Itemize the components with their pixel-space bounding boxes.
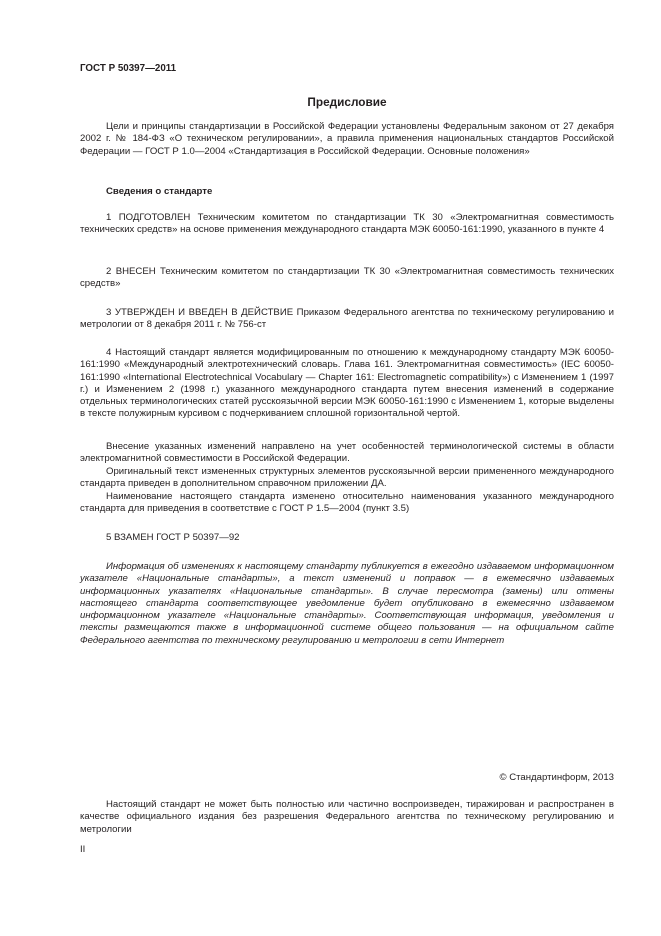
item-3: 3 УТВЕРЖДЕН И ВВЕДЕН В ДЕЙСТВИЕ Приказом Федерального агентства по техническому регулированию и метрологии от 8 декабря 2011 г. № 756-ст [80,307,614,331]
reproduction-notice: Настоящий стандарт не может быть полностью или частично воспроизведен, тиражирован и распространен в качестве официального издания без разрешения Федерального агентства по техническому регулированию и метрологии [80,799,614,835]
item-4-paragraph-3: Оригинальный текст измененных структурных элементов русскоязычной версии примененного международного стандарта приведен в дополнительном справочном приложении ДА. [80,466,614,490]
intro-paragraph: Цели и принципы стандартизации в Российской Федерации установлены Федеральным законом от 27 декабря 2002 г. № 184-ФЗ «О техническом регулировании», а правила применения национальных стандартов Российской Федерации — ГОСТ Р 1.0—2004 «Стандартизация в Российской Федерации. Основные положения» [80,121,614,157]
item-5: 5 ВЗАМЕН ГОСТ Р 50397—92 [106,532,240,543]
information-notice: Информация об изменениях к настоящему стандарту публикуется в ежегодно издаваемом информационном указателе «Национальные стандарты», а текст изменений и поправок — в ежемесячно издаваемых информационных указателях «Национальные стандарты». В случае пересмотра (замены) или отмены настоящего стандарта соответствующее уведомление будет опубликовано в ежемесячно издаваемом информационном указателе «Национальные стандарты». Соответствующая информация, уведомления и тексты размещаются также в информационной системе общего пользования — на официальном сайте Федерального агентства по техническому регулированию и метрологии в сети Интернет [80,561,614,646]
item-4-paragraph-2: Внесение указанных изменений направлено на учет особенностей терминологической системы в области электромагнитной совместимости в Российской Федерации. [80,441,614,465]
item-4: 4 Настоящий стандарт является модифицированным по отношению к международному стандарту МЭК 60050-161:1990 «Международный электротехнический словарь. Глава 161. Электромагнитная совместимость» (IEC 60050-161:1990 «International Electrotechnical Vocabulary — Chapter 161: Electromagnetic compatibility») с Изменением 1 (1997 г.) и Изменением 2 (1998 г.) указанного международного стандарта путем внесения изменений в содержание отдельных терминологических статей русскоязычной версии МЭК 60050-161:1990 с Изменением 1, которые выделены в тексте полужирным курсивом с подчеркиванием сплошной горизонтальной чертой. [80,347,614,420]
page-title: Предисловие [307,95,387,109]
section-heading: Сведения о стандарте [106,186,213,197]
item-1: 1 ПОДГОТОВЛЕН Техническим комитетом по стандартизации ТК 30 «Электромагнитная совместимость технических средств» на основе применения международного стандарта МЭК 60050-161:1990, указанного в пункте 4 [80,212,614,236]
copyright: © Стандартинформ, 2013 [499,772,614,783]
page-number: II [80,844,86,855]
item-2: 2 ВНЕСЕН Техническим комитетом по стандартизации ТК 30 «Электромагнитная совместимость технических средств» [80,266,614,290]
document-id: ГОСТ Р 50397—2011 [80,63,177,74]
item-4-paragraph-4: Наименование настоящего стандарта изменено относительно наименования указанного международного стандарта для приведения в соответствие с ГОСТ Р 1.5—2004 (пункт 3.5) [80,491,614,515]
